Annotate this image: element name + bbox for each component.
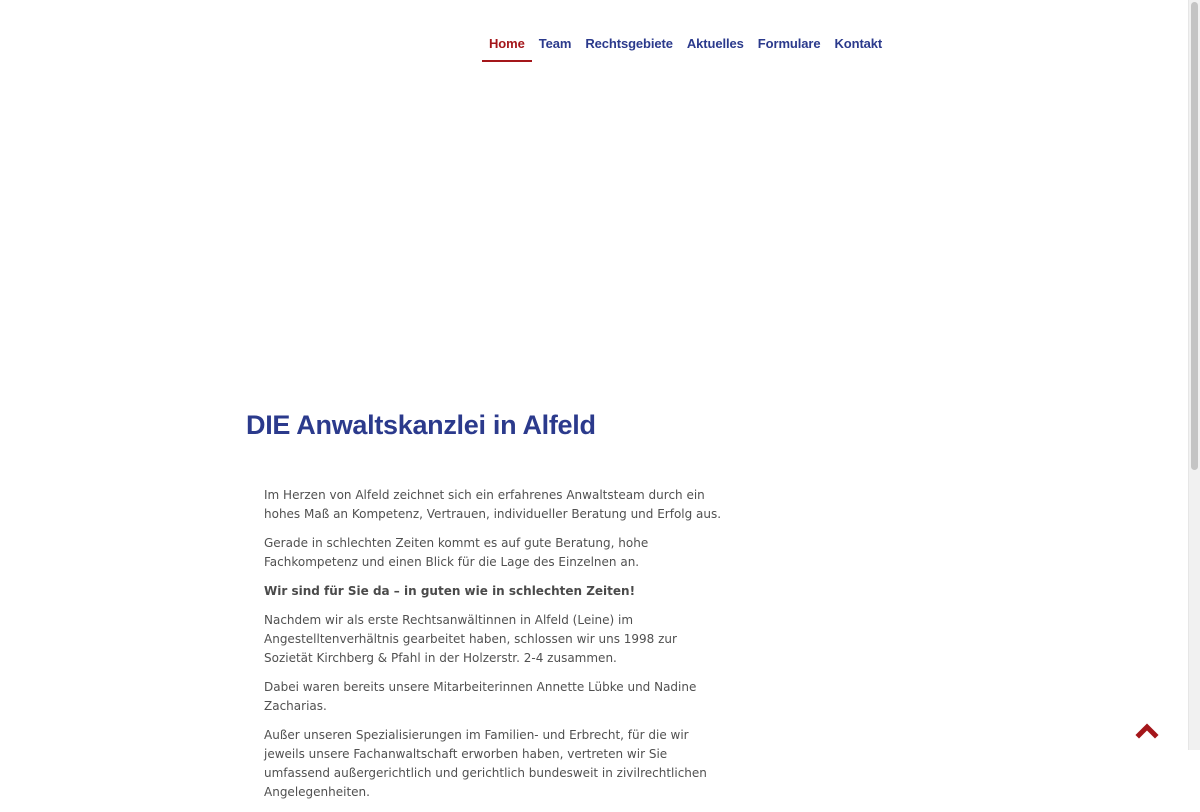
nav-item-formulare[interactable]: Formulare <box>757 36 821 51</box>
nav-item-team[interactable]: Team <box>538 36 572 51</box>
nav-item-kontakt[interactable]: Kontakt <box>834 36 883 51</box>
nav-item-home[interactable]: Home <box>482 28 532 62</box>
chevron-up-icon <box>1136 722 1158 738</box>
nav-item-rechtsgebiete[interactable]: Rechtsgebiete <box>585 36 673 51</box>
paragraph: Außer unseren Spezialisierungen im Familien- und Erbrecht, für die wir jeweils unsere Fachanwaltschaft erworben haben, vertreten wir Sie umfassend außergerichtlich und gerichtlich bundesweit in zivilrechtlichen Angelegenheiten. <box>264 728 707 799</box>
back-to-top-button[interactable] <box>1136 722 1158 738</box>
vertical-scrollbar[interactable] <box>1188 0 1200 750</box>
paragraph: Gerade in schlechten Zeiten kommt es auf gute Beratung, hohe Fachkompetenz und einen Blick für die Lage des Einzelnen an. <box>264 536 649 569</box>
paragraph: Dabei waren bereits unsere Mitarbeiterinnen Annette Lübke und Nadine Zacharias. <box>264 680 697 713</box>
intro-paragraph: Im Herzen von Alfeld zeichnet sich ein erfahrenes Anwaltsteam durch ein hohes Maß an Kompetenz, Vertrauen, individueller Beratung und Erfolg aus. <box>264 488 722 521</box>
page-title: DIE Anwaltskanzlei in Alfeld <box>246 410 596 440</box>
nav-item-aktuelles[interactable]: Aktuelles <box>686 36 744 51</box>
paragraph: Nachdem wir als erste Rechtsanwältinnen in Alfeld (Leine) im Angestelltenverhältnis gearbeitet haben, schlossen wir uns 1998 zur Sozietät Kirchberg & Pfahl in der Holzerstr. 2-4 zusammen. <box>264 613 677 665</box>
content-body <box>264 486 726 812</box>
slogan-paragraph: Wir sind für Sie da – in guten wie in schlechten Zeiten! <box>264 584 636 598</box>
main-navigation <box>482 28 889 62</box>
scrollbar-thumb[interactable] <box>1191 2 1198 470</box>
